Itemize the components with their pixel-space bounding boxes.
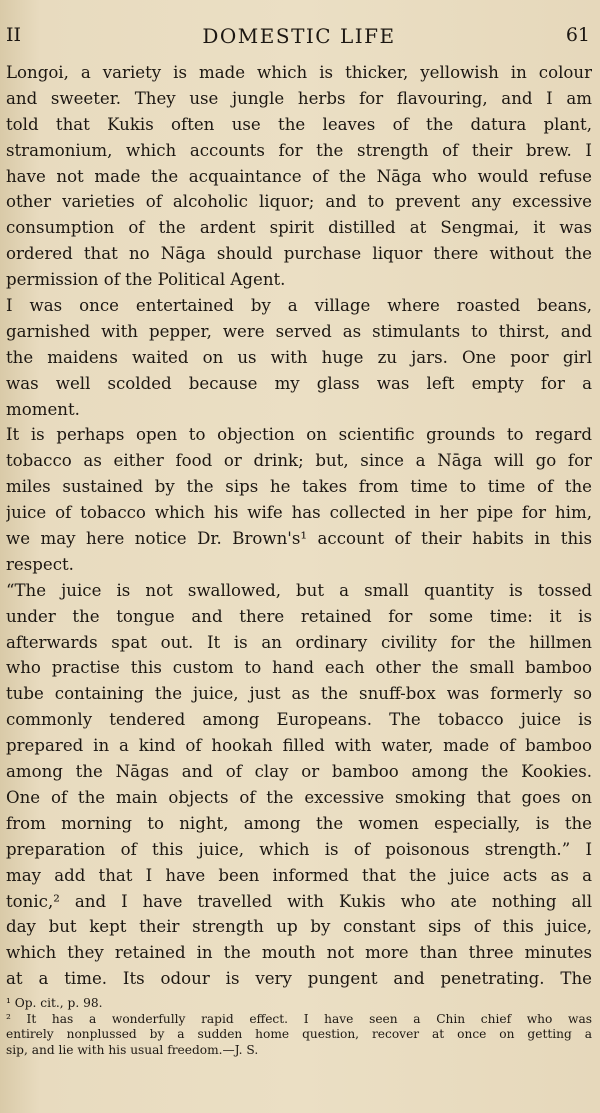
text-line: stramonium, which accounts for the strength of their brew. I bbox=[6, 140, 592, 160]
paragraph bbox=[6, 422, 592, 577]
text-line: tobacco as either food or drink; but, since a Nāga will go for bbox=[6, 451, 592, 471]
text-line: “The juice is not swallowed, but a small quantity is tossed bbox=[6, 580, 592, 600]
text-line: ordered that no Nāga should purchase liquor there without the bbox=[6, 244, 592, 264]
text-line: at a time. Its odour is very pungent and penetrating. The bbox=[6, 969, 592, 989]
text-line: respect. bbox=[6, 554, 74, 574]
text-line: tube containing the juice, just as the snuff-box was formerly so bbox=[6, 684, 592, 704]
section-number: II bbox=[6, 24, 22, 46]
text-line: and sweeter. They use jungle herbs for flavouring, and I am bbox=[6, 88, 592, 108]
text-line: prepared in a kind of hookah filled with water, made of bamboo bbox=[6, 736, 592, 756]
text-line: from morning to night, among the women especially, is the bbox=[6, 813, 592, 833]
text-line: told that Kukis often use the leaves of the datura plant, bbox=[6, 114, 592, 134]
footnote-line: sip, and lie with his usual freedom.—J. S. bbox=[6, 1042, 259, 1057]
text-line: It is perhaps open to objection on scientific grounds to regard bbox=[6, 425, 592, 445]
page-number: 61 bbox=[565, 24, 590, 46]
text-line: miles sustained by the sips he takes from time to time of the bbox=[6, 477, 592, 497]
body-text bbox=[6, 60, 592, 992]
text-line: was well scolded because my glass was left empty for a bbox=[6, 373, 592, 393]
running-header bbox=[6, 20, 592, 54]
text-line: permission of the Political Agent. bbox=[6, 270, 286, 290]
paragraph bbox=[6, 293, 592, 422]
paragraph bbox=[6, 60, 592, 293]
text-line: who practise this custom to hand each other the small bamboo bbox=[6, 658, 592, 678]
text-line: commonly tendered among Europeans. The tobacco juice is bbox=[6, 710, 592, 730]
text-line: we may here notice Dr. Brown's¹ account of their habits in this bbox=[6, 529, 592, 549]
footnote-line: ² It has a wonderfully rapid effect. I have seen a Chin chief who was bbox=[6, 1011, 592, 1026]
text-line: preparation of this juice, which is of poisonous strength.” I bbox=[6, 839, 592, 859]
text-line: One of the main objects of the excessive smoking that goes on bbox=[6, 787, 592, 807]
text-line: may add that I have been informed that the juice acts as a bbox=[6, 865, 592, 885]
text-line: consumption of the ardent spirit distilled at Sengmai, it was bbox=[6, 218, 592, 238]
text-line: have not made the acquaintance of the Nāga who would refuse bbox=[6, 166, 592, 186]
footnote-line: entirely nonplussed by a sudden home question, recover at once on getting a bbox=[6, 1027, 592, 1042]
text-line: under the tongue and there retained for some time: it is bbox=[6, 606, 592, 626]
text-line: moment. bbox=[6, 399, 80, 419]
paragraph bbox=[6, 578, 592, 992]
text-line: day but kept their strength up by constant sips of this juice, bbox=[6, 917, 592, 937]
text-line: garnished with pepper, were served as stimulants to thirst, and bbox=[6, 321, 592, 341]
text-line: afterwards spat out. It is an ordinary civility for the hillmen bbox=[6, 632, 592, 652]
text-line: juice of tobacco which his wife has collected in her pipe for him, bbox=[6, 503, 592, 523]
text-line: I was once entertained by a village where roasted beans, bbox=[6, 296, 592, 316]
page-title: DOMESTIC LIFE bbox=[202, 24, 396, 48]
text-line: other varieties of alcoholic liquor; and to prevent any excessive bbox=[6, 192, 592, 212]
text-line: which they retained in the mouth not more than three minutes bbox=[6, 943, 592, 963]
text-line: among the Nāgas and of clay or bamboo among the Kookies. bbox=[6, 762, 592, 782]
text-line: Longoi, a variety is made which is thicker, yellowish in colour bbox=[6, 63, 592, 82]
footnotes bbox=[6, 996, 592, 1058]
text-line: the maidens waited on us with huge zu jars. One poor girl bbox=[6, 347, 592, 367]
text-line: tonic,² and I have travelled with Kukis who ate nothing all bbox=[6, 891, 592, 911]
footnote-line: ¹ Op. cit., p. 98. bbox=[6, 996, 103, 1011]
